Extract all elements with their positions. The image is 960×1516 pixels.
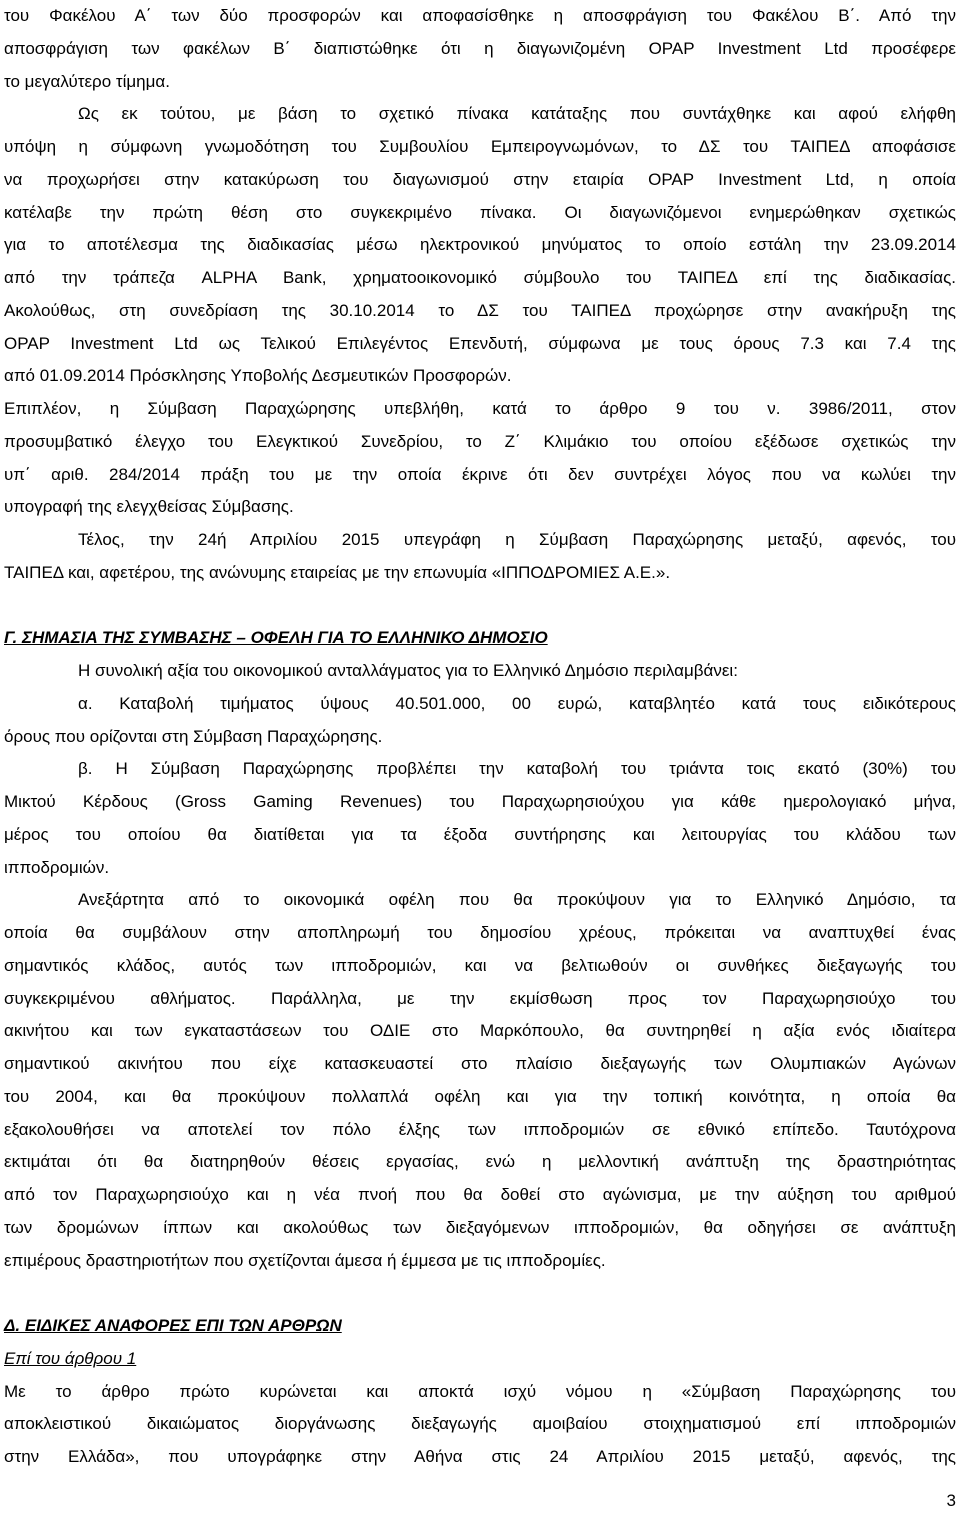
paragraph — [4, 753, 956, 884]
paragraph-line: συγκεκριμένου αθλήματος. Παράλληλα, με την εκμίσθωση προς τον Παραχωρησιούχο του — [4, 988, 956, 1008]
paragraph-line: εκτιμάται ότι θα διατηρηθούν θέσεις εργασίας, ενώ η μελλοντική ανάπτυξη της δραστηριότητας — [4, 1152, 956, 1172]
paragraph-line: αποσφράγιση των φακέλων Β΄ διαπιστώθηκε ότι η διαγωνιζομένη OPAP Investment Ltd προσέφερε — [4, 38, 956, 58]
paragraph-line: από την τράπεζα ALPHA Bank, χρηματοοικονομικό σύμβουλο του ΤΑΙΠΕΔ επί της διαδικασίας. — [4, 268, 956, 287]
paragraph-line: υπόψη η σύμφωνη γνωμοδότηση του Συμβουλίου Εμπειρογνωμόνων, το ΔΣ του ΤΑΙΠΕΔ αποφάσισε — [4, 137, 956, 156]
paragraph-line: ιπποδρομιών. — [4, 857, 110, 877]
paragraph-line: Με το άρθρο πρώτο κυρώνεται και αποκτά ισχύ νόμου η «Σύμβαση Παραχώρησης του — [4, 1381, 956, 1401]
paragraph-line: Η συνολική αξία του οικονομικού ανταλλάγματος για το Ελληνικό Δημόσιο περιλαμβάνει: — [78, 661, 738, 680]
paragraph — [4, 884, 956, 1277]
paragraph-line: υπογραφή της ελεγχθείσας Σύμβασης. — [4, 497, 294, 517]
continued-text — [4, 0, 956, 590]
paragraph-line: Επιπλέον, η Σύμβαση Παραχώρησης υπεβλήθη, κατά το άρθρο 9 του ν. 3986/2011, στον — [4, 399, 956, 418]
paragraph-line: Τέλος, την 24ή Απριλίου 2015 υπεγράφη η Σύμβαση Παραχώρησης μεταξύ, αφενός, του — [78, 530, 956, 549]
paragraph-line: των δρομώνων ίππων και ακολούθως των διεξαγόμενων ιπποδρομιών, θα οδηγήσει σε ανάπτυξη — [4, 1217, 956, 1237]
paragraph-line: από 01.09.2014 Πρόσκλησης Υποβολής Δεσμευτικών Προσφορών. — [4, 366, 512, 386]
page-number: 3 — [946, 1491, 956, 1510]
paragraph-line: σημαντικού ακινήτου που είχε κατασκευαστεί στο πλαίσιο διεξαγωγής των Ολυμπιακών Αγώνων — [4, 1054, 956, 1073]
paragraph-line: Μικτού Κέρδους (Gross Gaming Revenues) του Παραχωρησιούχου για κάθε ημερολογιακό μήνα, — [4, 792, 956, 811]
paragraph-line: Ως εκ τούτου, με βάση το σχετικό πίνακα κατάταξης που συντάχθηκε και αφού ελήφθη — [78, 104, 956, 124]
paragraph-line: σημαντικός κλάδος, αυτός των ιπποδρομιών, και να βελτιωθούν οι συνθήκες διεξαγωγής του — [4, 955, 956, 975]
paragraph — [4, 1376, 956, 1474]
paragraph — [4, 688, 956, 754]
paragraph — [4, 655, 956, 688]
paragraph-line: Ακολούθως, στη συνεδρίαση της 30.10.2014 το ΔΣ του ΤΑΙΠΕΔ προχώρησε στην ανακήρυξη της — [4, 300, 956, 320]
paragraph-line: Ανεξάρτητα από το οικονομικά οφέλη που θα προκύψουν για το Ελληνικό Δημόσιο, τα — [78, 890, 956, 910]
section-heading: Γ. ΣΗΜΑΣΙΑ ΤΗΣ ΣΥΜΒΑΣΗΣ – ΟΦΕΛΗ ΓΙΑ ΤΟ ΕΛΛΗΝΙΚΟ ΔΗΜΟΣΙΟ — [4, 628, 548, 648]
paragraph-line: του 2004, και θα προκύψουν πολλαπλά οφέλη και για την τοπική κοινότητα, η οποία θα — [4, 1086, 956, 1106]
paragraph-line: α. Καταβολή τιμήματος ύψους 40.501.000, 00 ευρώ, καταβλητέο κατά τους ειδικότερους — [78, 693, 956, 713]
paragraph-line: εξακολουθήσει να αποτελεί τον πόλο έλξης των ιπποδρομιών σε εθνικό επίπεδο. Ταυτόχρονα — [4, 1119, 956, 1139]
paragraph-line: να προχωρήσει στην κατακύρωση του διαγωνισμού στην εταιρία OPAP Investment Ltd, η οποία — [4, 169, 956, 189]
section-heading: Δ. ΕΙΔΙΚΕΣ ΑΝΑΦΟΡΕΣ ΕΠΙ ΤΩΝ ΑΡΘΡΩΝ — [4, 1316, 342, 1335]
paragraph-line: όρους που ορίζονται στη Σύμβαση Παραχώρησης. — [4, 726, 383, 746]
section-c — [4, 622, 956, 1277]
paragraph-line: ακινήτου και των εγκαταστάσεων του ΟΔΙΕ στο Μαρκόπουλο, θα συντηρηθεί η αξία ενός ιδιαίτερα — [4, 1021, 956, 1041]
paragraph — [4, 393, 956, 524]
section-d — [4, 1310, 956, 1474]
paragraph-line: το μεγαλύτερο τίμημα. — [4, 71, 170, 91]
paragraph — [4, 0, 956, 98]
paragraph-line: β. Η Σύμβαση Παραχώρησης προβλέπει την καταβολή του τριάντα τοις εκατό (30%) του — [78, 759, 956, 779]
article-subheading: Επί του άρθρου 1 — [4, 1348, 137, 1368]
paragraph — [4, 524, 956, 590]
paragraph-line: αποκλειστικού δικαιώματος διοργάνωσης διεξαγωγής αμοιβαίου στοιχηματισμού επί ιπποδρομιών — [4, 1414, 956, 1434]
paragraph-line: υπ΄ αριθ. 284/2014 πράξη του με την οποία έκρινε ότι δεν συντρέχει λόγος που να κωλύει την — [4, 464, 956, 484]
paragraph-line: στην Ελλάδα», που υπογράφηκε στην Αθήνα στις 24 Απριλίου 2015 μεταξύ, αφενός, της — [4, 1447, 956, 1466]
paragraph-line: κατέλαβε την πρώτη θέση στο συγκεκριμένο πίνακα. Οι διαγωνιζόμενοι ενημερώθηκαν σχετικώς — [4, 202, 956, 222]
paragraph-line: για το αποτέλεσμα της διαδικασίας μέσω ηλεκτρονικού μηνύματος το οποίο εστάλη την 23.09.2014 — [4, 235, 956, 255]
paragraph-line: ΤΑΙΠΕΔ και, αφετέρου, της ανώνυμης εταιρείας με την επωνυμία «ΙΠΠΟΔΡΟΜΙΕΣ Α.Ε.». — [4, 562, 671, 582]
paragraph-line: μέρος του οποίου θα διατίθεται για τα έξοδα συντήρησης και λειτουργίας του κλάδου των — [4, 824, 956, 844]
paragraph-line: OPAP Investment Ltd ως Τελικού Επιλεγέντος Επενδυτή, σύμφωνα με τους όρους 7.3 και 7.4 της — [4, 333, 956, 353]
paragraph-line: του Φακέλου Α΄ των δύο προσφορών και αποφασίσθηκε η αποσφράγιση του Φακέλου Β΄. Από την — [4, 6, 956, 25]
paragraph-line: προσυμβατικό έλεγχο του Ελεγκτικού Συνεδρίου, το Ζ΄ Κλιμάκιο του οποίου εξέδωσε σχετικώς την — [4, 431, 956, 451]
paragraph-line: από τον Παραχωρησιούχο και η νέα πνοή που θα δοθεί στο αγώνισμα, με την αύξηση του αριθμού — [4, 1185, 956, 1204]
paragraph-line: οποία θα συμβάλουν στην αποπληρωμή του δημοσίου χρέους, πρόκειται να αναπτυχθεί ένας — [4, 923, 956, 942]
paragraph-line: επιμέρους δραστηριοτήτων που σχετίζονται άμεσα ή έμμεσα με τις ιπποδρομίες. — [4, 1250, 606, 1270]
document-page — [4, 0, 956, 1474]
paragraph — [4, 98, 956, 393]
